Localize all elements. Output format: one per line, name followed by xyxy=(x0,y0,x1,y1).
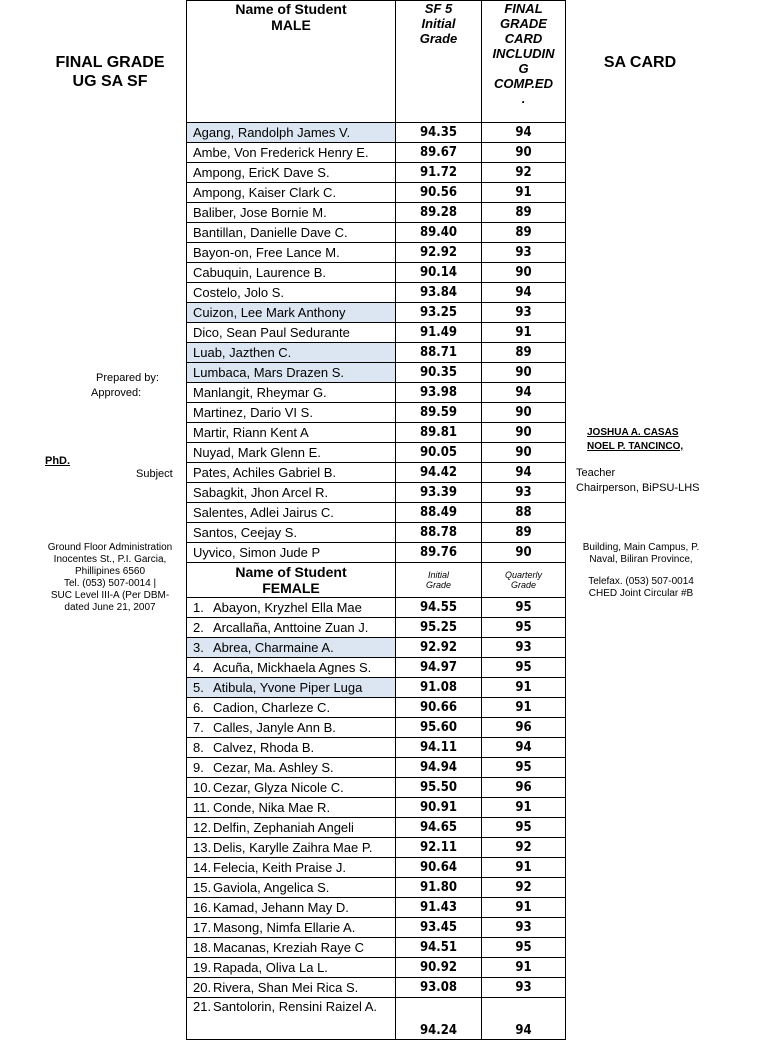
student-name: Cezar, Glyza Nicole C. xyxy=(213,780,344,795)
student-name: Delfin, Zephaniah Angeli xyxy=(213,820,354,835)
header-name-line2: MALE xyxy=(271,17,311,33)
table-row xyxy=(187,658,566,678)
table-row xyxy=(187,243,566,263)
initial-grade: 94.42 xyxy=(396,463,482,483)
left-title-line1: FINAL GRADE xyxy=(55,54,165,71)
student-name: Pates, Achiles Gabriel B. xyxy=(187,463,396,483)
left-address-line: dated June 21, 2007 xyxy=(64,602,156,613)
initial-grade: 94.51 xyxy=(396,938,482,958)
table-row xyxy=(187,918,566,938)
table-row xyxy=(187,638,566,658)
table-header-row xyxy=(187,1,566,123)
final-grade: 92 xyxy=(482,163,566,183)
final-grade: 89 xyxy=(482,523,566,543)
initial-grade: 92.11 xyxy=(396,838,482,858)
header-col3-line: . xyxy=(521,91,526,106)
student-name-cell xyxy=(187,798,396,818)
student-name: Macanas, Kreziah Raye C xyxy=(213,940,365,955)
table-row xyxy=(187,143,566,163)
student-name: Abrea, Charmaine A. xyxy=(213,640,334,655)
right-title: SA CARD xyxy=(603,54,677,71)
header-name-line1: Name of Student xyxy=(235,1,347,17)
student-name: Costelo, Jolo S. xyxy=(187,283,396,303)
student-name: Conde, Nika Mae R. xyxy=(213,800,331,815)
student-name: Cabuquin, Laurence B. xyxy=(187,263,396,283)
left-title xyxy=(40,53,180,91)
table-row xyxy=(187,818,566,838)
final-grade: 95 xyxy=(482,658,566,678)
initial-grade: 91.72 xyxy=(396,163,482,183)
row-number: 10. xyxy=(193,780,212,795)
final-grade: 88 xyxy=(482,503,566,523)
table-row xyxy=(187,363,566,383)
final-grade: 95 xyxy=(482,818,566,838)
student-name: Delis, Karylle Zaihra Mae P. xyxy=(213,840,373,855)
left-address-line: SUC Level III-A (Per DBM- xyxy=(50,590,170,601)
table-row xyxy=(187,183,566,203)
student-name-cell xyxy=(187,858,396,878)
header-col3-line: FINAL xyxy=(504,1,543,16)
signatory-2: NOEL P. TANCINCO, xyxy=(587,441,684,452)
student-name-cell xyxy=(187,918,396,938)
student-name: Cadion, Charleze C. xyxy=(213,700,331,715)
final-grade: 90 xyxy=(482,143,566,163)
header-col2-line: Initial xyxy=(421,16,456,31)
table-row xyxy=(187,858,566,878)
initial-grade: 88.49 xyxy=(396,503,482,523)
header-initial-grade xyxy=(396,1,482,123)
female-header-name xyxy=(187,563,396,598)
final-grade: 94 xyxy=(482,383,566,403)
left-address-line: Tel. (053) 507-0014 | xyxy=(63,578,157,589)
table-row xyxy=(187,403,566,423)
row-number: 4. xyxy=(193,660,204,675)
final-grade: 96 xyxy=(482,778,566,798)
row-number: 15. xyxy=(193,880,212,895)
row-number: 12. xyxy=(193,820,212,835)
student-name: Ambe, Von Frederick Henry E. xyxy=(187,143,396,163)
student-name-cell xyxy=(187,898,396,918)
final-grade: 91 xyxy=(482,678,566,698)
student-name-cell xyxy=(187,698,396,718)
table-row xyxy=(187,163,566,183)
female-header-name-line: Name of Student xyxy=(235,564,347,580)
initial-grade: 91.43 xyxy=(396,898,482,918)
header-col2-line: Grade xyxy=(419,31,458,46)
table-row xyxy=(187,838,566,858)
table-row xyxy=(187,523,566,543)
student-name: Martinez, Dario VI S. xyxy=(187,403,396,423)
header-col3-line: INCLUDIN xyxy=(492,46,555,61)
initial-grade: 91.49 xyxy=(396,323,482,343)
student-name-cell xyxy=(187,638,396,658)
student-name-cell xyxy=(187,978,396,998)
student-name: Bayon-on, Free Lance M. xyxy=(187,243,396,263)
student-name: Gaviola, Angelica S. xyxy=(213,880,330,895)
row-number: 20. xyxy=(193,980,212,995)
student-name-cell xyxy=(187,818,396,838)
final-grade: 91 xyxy=(482,183,566,203)
final-grade: 93 xyxy=(482,243,566,263)
female-header-initial xyxy=(396,563,482,598)
initial-grade: 89.76 xyxy=(396,543,482,563)
table-row xyxy=(187,323,566,343)
student-name: Cuizon, Lee Mark Anthony xyxy=(187,303,396,323)
final-grade: 93 xyxy=(482,483,566,503)
student-name-cell xyxy=(187,658,396,678)
student-name-cell xyxy=(187,758,396,778)
final-grade: 91 xyxy=(482,698,566,718)
final-grade: 91 xyxy=(482,323,566,343)
right-address xyxy=(572,542,710,600)
table-row xyxy=(187,283,566,303)
row-number: 14. xyxy=(193,860,212,875)
student-name: Bantillan, Danielle Dave C. xyxy=(187,223,396,243)
initial-grade: 93.84 xyxy=(396,283,482,303)
initial-grade: 93.98 xyxy=(396,383,482,403)
table-row xyxy=(187,483,566,503)
final-grade: 93 xyxy=(482,638,566,658)
row-number: 16. xyxy=(193,900,212,915)
initial-grade: 94.65 xyxy=(396,818,482,838)
final-grade: 95 xyxy=(482,938,566,958)
table-row xyxy=(187,443,566,463)
row-number: 11. xyxy=(193,800,211,815)
row-number: 3. xyxy=(193,640,204,655)
final-grade: 95 xyxy=(482,598,566,618)
table-row xyxy=(187,303,566,323)
female-header-quarterly xyxy=(482,563,566,598)
student-name: Lumbaca, Mars Drazen S. xyxy=(187,363,396,383)
row-number: 13. xyxy=(193,840,212,855)
female-header-name-line: FEMALE xyxy=(262,580,320,596)
table-row xyxy=(187,738,566,758)
student-name: Dico, Sean Paul Sedurante xyxy=(187,323,396,343)
initial-grade: 90.66 xyxy=(396,698,482,718)
header-final-grade xyxy=(482,1,566,123)
left-address-line: Ground Floor Administration xyxy=(47,542,173,553)
table-row xyxy=(187,758,566,778)
student-name: Masong, Nimfa Ellarie A. xyxy=(213,920,356,935)
left-address-line: Phillipines 6560 xyxy=(74,566,146,577)
initial-grade: 94.35 xyxy=(396,123,482,143)
initial-grade: 88.78 xyxy=(396,523,482,543)
student-name: Salentes, Adlei Jairus C. xyxy=(187,503,396,523)
student-name: Rapada, Oliva La L. xyxy=(213,960,328,975)
row-number: 19. xyxy=(193,960,212,975)
table-row xyxy=(187,503,566,523)
student-name: Acuña, Mickhaela Agnes S. xyxy=(213,660,372,675)
student-name: Baliber, Jose Bornie M. xyxy=(187,203,396,223)
initial-grade: 89.40 xyxy=(396,223,482,243)
student-name: Calles, Janyle Ann B. xyxy=(213,720,336,735)
final-grade: 91 xyxy=(482,858,566,878)
initial-grade: 90.92 xyxy=(396,958,482,978)
prepared-by-label: Prepared by: xyxy=(96,372,159,384)
right-address-line: CHED Joint Circular #B xyxy=(588,588,694,599)
student-name-cell xyxy=(187,838,396,858)
student-name: Abayon, Kryzhel Ella Mae xyxy=(213,600,362,615)
student-name-cell xyxy=(187,878,396,898)
grades-table xyxy=(186,0,566,1040)
table-row xyxy=(187,618,566,638)
initial-grade: 90.56 xyxy=(396,183,482,203)
final-grade: 90 xyxy=(482,263,566,283)
female-header-sub-line: Grade xyxy=(510,580,536,590)
student-name: Ampong, EricK Dave S. xyxy=(187,163,396,183)
final-grade: 94 xyxy=(482,998,566,1040)
student-name: Santos, Ceejay S. xyxy=(187,523,396,543)
final-grade: 93 xyxy=(482,978,566,998)
initial-grade: 93.08 xyxy=(396,978,482,998)
header-col3-line: G xyxy=(518,61,529,76)
row-number: 5. xyxy=(193,680,204,695)
initial-grade: 90.64 xyxy=(396,858,482,878)
student-name-cell xyxy=(187,618,396,638)
table-row xyxy=(187,463,566,483)
final-grade: 90 xyxy=(482,403,566,423)
student-name: Sabagkit, Jhon Arcel R. xyxy=(187,483,396,503)
row-number: 18. xyxy=(193,940,212,955)
final-grade: 94 xyxy=(482,283,566,303)
initial-grade: 90.35 xyxy=(396,363,482,383)
right-address-line: Building, Main Campus, P. xyxy=(582,542,700,553)
row-number: 6. xyxy=(193,700,204,715)
teacher-role: Teacher xyxy=(576,467,616,479)
header-col2-line: SF 5 xyxy=(424,1,453,16)
final-grade: 91 xyxy=(482,898,566,918)
student-name: Uyvico, Simon Jude P xyxy=(187,543,396,563)
approved-label: Approved: xyxy=(91,387,142,399)
left-address-line: Inocentes St., P.I. Garcia, xyxy=(53,554,167,565)
table-row xyxy=(187,998,566,1040)
final-grade: 95 xyxy=(482,618,566,638)
row-number: 9. xyxy=(193,760,204,775)
subject-label: Subject xyxy=(136,468,173,480)
student-name: Arcallaña, Anttoine Zuan J. xyxy=(213,620,369,635)
student-name: Ampong, Kaiser Clark C. xyxy=(187,183,396,203)
initial-grade: 94.97 xyxy=(396,658,482,678)
initial-grade: 94.94 xyxy=(396,758,482,778)
student-name-cell xyxy=(187,938,396,958)
initial-grade: 89.59 xyxy=(396,403,482,423)
right-address-line: Telefax. (053) 507-0014 xyxy=(588,576,694,587)
student-name: Rivera, Shan Mei Rica S. xyxy=(213,980,359,995)
student-name-cell xyxy=(187,598,396,618)
student-name-cell xyxy=(187,998,396,1040)
final-grade: 92 xyxy=(482,838,566,858)
table-row xyxy=(187,798,566,818)
table-row xyxy=(187,898,566,918)
row-number: 8. xyxy=(193,740,204,755)
header-col3-line: CARD xyxy=(504,31,543,46)
table-row xyxy=(187,718,566,738)
student-name: Cezar, Ma. Ashley S. xyxy=(213,760,334,775)
final-grade: 96 xyxy=(482,718,566,738)
header-col3-line: GRADE xyxy=(500,16,547,31)
final-grade: 90 xyxy=(482,423,566,443)
initial-grade: 92.92 xyxy=(396,638,482,658)
table-row xyxy=(187,543,566,563)
table-row xyxy=(187,423,566,443)
table-row xyxy=(187,778,566,798)
final-grade: 91 xyxy=(482,798,566,818)
female-header-row xyxy=(187,563,566,598)
initial-grade: 90.14 xyxy=(396,263,482,283)
student-name: Martir, Riann Kent A xyxy=(187,423,396,443)
student-name-cell xyxy=(187,678,396,698)
initial-grade: 95.50 xyxy=(396,778,482,798)
female-header-sub-line: Grade xyxy=(425,580,451,590)
table-row xyxy=(187,938,566,958)
row-number: 2. xyxy=(193,620,204,635)
row-number: 7. xyxy=(193,720,204,735)
header-col3-line: COMP.ED xyxy=(494,76,553,91)
final-grade: 94 xyxy=(482,123,566,143)
initial-grade: 88.71 xyxy=(396,343,482,363)
table-row xyxy=(187,343,566,363)
initial-grade: 95.25 xyxy=(396,618,482,638)
table-row xyxy=(187,678,566,698)
table-row xyxy=(187,978,566,998)
initial-grade: 94.24 xyxy=(396,998,482,1040)
initial-grade: 94.11 xyxy=(396,738,482,758)
initial-grade: 94.55 xyxy=(396,598,482,618)
table-row xyxy=(187,698,566,718)
student-name: Kamad, Jehann May D. xyxy=(213,900,349,915)
student-name: Luab, Jazthen C. xyxy=(187,343,396,363)
initial-grade: 89.81 xyxy=(396,423,482,443)
initial-grade: 89.28 xyxy=(396,203,482,223)
student-name: Agang, Randolph James V. xyxy=(187,123,396,143)
final-grade: 93 xyxy=(482,303,566,323)
student-name-cell xyxy=(187,958,396,978)
student-name-cell xyxy=(187,718,396,738)
initial-grade: 95.60 xyxy=(396,718,482,738)
student-name: Santolorin, Rensini Raizel A. xyxy=(213,999,378,1014)
initial-grade: 90.91 xyxy=(396,798,482,818)
final-grade: 89 xyxy=(482,203,566,223)
header-student-name xyxy=(187,1,396,123)
student-name: Manlangit, Rheymar G. xyxy=(187,383,396,403)
final-grade: 94 xyxy=(482,463,566,483)
initial-grade: 89.67 xyxy=(396,143,482,163)
student-name: Calvez, Rhoda B. xyxy=(213,740,315,755)
female-header-sub-line: Quarterly xyxy=(504,570,542,580)
final-grade: 90 xyxy=(482,363,566,383)
table-row xyxy=(187,223,566,243)
initial-grade: 91.80 xyxy=(396,878,482,898)
table-row xyxy=(187,598,566,618)
phd-label: PhD. xyxy=(45,455,71,467)
final-grade: 93 xyxy=(482,918,566,938)
table-row xyxy=(187,878,566,898)
initial-grade: 91.08 xyxy=(396,678,482,698)
student-name: Nuyad, Mark Glenn E. xyxy=(187,443,396,463)
final-grade: 94 xyxy=(482,738,566,758)
final-grade: 95 xyxy=(482,758,566,778)
row-number: 17. xyxy=(193,920,212,935)
initial-grade: 93.25 xyxy=(396,303,482,323)
table-row xyxy=(187,383,566,403)
row-number: 21. xyxy=(193,999,212,1014)
final-grade: 90 xyxy=(482,443,566,463)
student-name: Felecia, Keith Praise J. xyxy=(213,860,346,875)
table-row xyxy=(187,958,566,978)
table-row xyxy=(187,263,566,283)
female-header-sub-line: Initial xyxy=(427,570,449,580)
table-row xyxy=(187,203,566,223)
right-address-line xyxy=(572,566,710,576)
row-number: 1. xyxy=(193,600,204,615)
initial-grade: 93.39 xyxy=(396,483,482,503)
chairperson-role: Chairperson, BiPSU-LHS xyxy=(576,482,700,494)
left-title-line2: UG SA SF xyxy=(72,73,148,90)
student-name: Atibula, Yvone Piper Luga xyxy=(213,680,363,695)
initial-grade: 90.05 xyxy=(396,443,482,463)
final-grade: 89 xyxy=(482,223,566,243)
initial-grade: 92.92 xyxy=(396,243,482,263)
student-name-cell xyxy=(187,778,396,798)
signatory-1: JOSHUA A. CASAS xyxy=(587,427,679,438)
left-address xyxy=(42,542,178,614)
initial-grade: 93.45 xyxy=(396,918,482,938)
final-grade: 92 xyxy=(482,878,566,898)
student-name-cell xyxy=(187,738,396,758)
right-address-line: Naval, Biliran Province, xyxy=(589,554,693,565)
final-grade: 90 xyxy=(482,543,566,563)
final-grade: 89 xyxy=(482,343,566,363)
final-grade: 91 xyxy=(482,958,566,978)
table-row xyxy=(187,123,566,143)
